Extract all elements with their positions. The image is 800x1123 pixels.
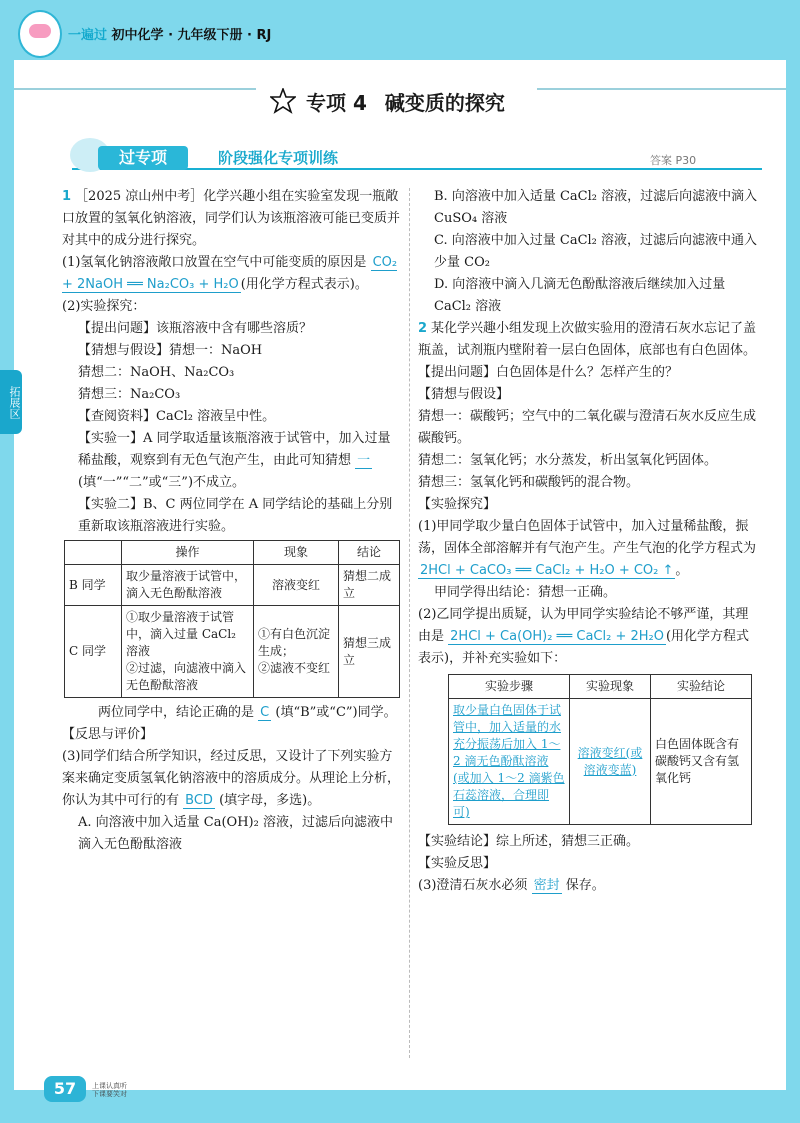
table-header: 实验结论 bbox=[651, 675, 752, 699]
table-cell: 溶液变红(或溶液变蓝) bbox=[570, 699, 651, 825]
q2-part2-tail: (用化学方程式表示)，并补充实验如下： bbox=[418, 629, 750, 666]
q1-guess1: 【猜想与假设】猜想一：NaOH bbox=[78, 343, 263, 358]
q1-option-d: D. 向溶液中滴入几滴无色酚酞溶液后继续加入过量 CaCl₂ 溶液 bbox=[434, 277, 726, 314]
q2-part2-answer: 2HCl + Ca(OH)₂ ══ CaCl₂ + 2H₂O bbox=[450, 629, 664, 644]
q1-table bbox=[64, 540, 400, 698]
mascot-logo-icon bbox=[18, 10, 62, 58]
q2-number: 2 bbox=[418, 321, 428, 336]
table-header: 实验现象 bbox=[570, 675, 651, 699]
q1-exp2: 【实验二】B、C 两位同学在 A 同学结论的基础上分别重新取该瓶溶液进行实验。 bbox=[78, 497, 393, 534]
q2-intro-text: 某化学兴趣小组发现上次做实验用的澄清石灰水忘记了盖瓶盖，试剂瓶内壁附着一层白色固体，底部也有白色固体。 bbox=[418, 321, 757, 358]
q2-explore: 【实验探究】 bbox=[418, 497, 497, 512]
q1-intro-text: ［2025 凉山州中考］化学兴趣小组在实验室发现一瓶敞口放置的氢氧化钠溶液，同学们认为该瓶溶液可能已变质并对其中的成分进行探究。 bbox=[62, 189, 401, 248]
q2-guess3: 猜想三：氢氧化钙和碳酸钙的混合物。 bbox=[418, 475, 640, 490]
q1-part2-head: (2)实验探究： bbox=[62, 299, 146, 314]
q2-table bbox=[448, 674, 752, 825]
q2-part3 bbox=[418, 875, 758, 897]
q1-part3-text: (3)同学们结合所学知识，经过反思，又设计了下列实验方案来确定变质氢氧化钠溶液中的溶质成分。从理论上分析，你认为其中可行的有 bbox=[62, 749, 401, 808]
table-cell: 取少量溶液于试管中，滴入无色酚酞溶液 bbox=[122, 565, 254, 606]
q2-part1-conclusion: 甲同学得出结论：猜想一正确。 bbox=[434, 585, 617, 600]
brand-subject: 初中化学 · 九年级下册 · RJ bbox=[107, 28, 272, 43]
table-cell: C 同学 bbox=[65, 606, 122, 698]
column-divider bbox=[409, 188, 410, 1058]
q1-option-c: C. 向溶液中加入过量 CaCl₂ 溶液，过滤后向滤液中通入少量 CO₂ bbox=[434, 233, 758, 270]
slogan-line: 下课要笑对 bbox=[92, 1090, 127, 1098]
right-column bbox=[418, 186, 758, 897]
section-tag: 过专项 bbox=[98, 146, 188, 170]
star-icon bbox=[270, 88, 296, 114]
q1-correct-text: 两位同学中，结论正确的是 bbox=[98, 705, 255, 720]
side-tab: 拓展区 bbox=[0, 370, 22, 434]
q1-intro bbox=[62, 186, 402, 252]
top-bar bbox=[0, 0, 800, 60]
page-title bbox=[256, 84, 537, 118]
q1-part3-answer: BCD bbox=[185, 793, 213, 808]
table-header: 实验步骤 bbox=[449, 675, 570, 699]
table-cell: 猜想三成立 bbox=[339, 606, 400, 698]
q2-conclusion: 【实验结论】综上所述，猜想三正确。 bbox=[418, 834, 640, 849]
q1-part1-answer: CO₂ + 2NaOH ══ Na₂CO₃ + H₂O bbox=[62, 255, 398, 292]
table-header bbox=[65, 541, 122, 565]
q1-correct bbox=[62, 702, 402, 724]
q1-number: 1 bbox=[62, 189, 72, 204]
q2-ask: 【提出问题】白色固体是什么？怎样产生的？ bbox=[418, 365, 679, 380]
table-cell: ①取少量溶液于试管中，滴入过量 CaCl₂ 溶液 ②过滤，向滤液中滴入无色酚酞溶液 bbox=[122, 606, 254, 698]
q1-part3 bbox=[62, 746, 402, 812]
q2-part2-text: (2)乙同学提出质疑，认为甲同学实验结论不够严谨，其理由是 bbox=[418, 607, 749, 644]
left-column bbox=[62, 186, 402, 856]
q1-correct-tail: (填“B”或“C”)同学。 bbox=[275, 705, 397, 720]
q1-guess3: 猜想三：Na₂CO₃ bbox=[78, 387, 181, 402]
q2-guess-head: 【猜想与假设】 bbox=[418, 387, 510, 402]
title-number: 专项 4 bbox=[306, 90, 367, 115]
table-cell: 取少量白色固体于试管中，加入适量的水充分振荡后加入 1～2 滴无色酚酞溶液(或加入 1～2 滴紫色石蕊溶液，合理即可) bbox=[449, 699, 570, 825]
page-slogan bbox=[92, 1082, 127, 1098]
q1-guess2: 猜想二：NaOH、Na₂CO₃ bbox=[78, 365, 235, 380]
q2-intro bbox=[418, 318, 758, 362]
q1-part1-text: (1)氢氧化钠溶液敞口放置在空气中可能变质的原因是 bbox=[62, 255, 367, 270]
q1-exp1-tail: (填“一”“二”或“三”)不成立。 bbox=[78, 475, 246, 490]
q1-info: 【查阅资料】CaCl₂ 溶液呈中性。 bbox=[78, 409, 276, 424]
q2-part2 bbox=[418, 604, 758, 670]
q1-exp1 bbox=[62, 428, 402, 494]
q1-exp1-text: 【实验一】A 同学取适量该瓶溶液于试管中，加入过量稀盐酸，观察到有无色气泡产生，由此可知猜想 bbox=[78, 431, 391, 468]
page-number: 57 bbox=[44, 1076, 86, 1102]
q1-reflect: 【反思与评价】 bbox=[62, 727, 154, 742]
q2-part3-text: (3)澄清石灰水必须 bbox=[418, 878, 528, 893]
q1-ask: 【提出问题】该瓶溶液中含有哪些溶质？ bbox=[78, 321, 313, 336]
table-cell: ①有白色沉淀生成； ②滤液不变红 bbox=[254, 606, 339, 698]
title-text: 碱变质的探究 bbox=[384, 90, 505, 115]
q1-part1-tail: (用化学方程式表示)。 bbox=[240, 277, 368, 292]
table-cell: 白色固体既含有碳酸钙又含有氢氧化钙 bbox=[651, 699, 752, 825]
q1-part1 bbox=[62, 252, 402, 296]
q2-part3-answer: 密封 bbox=[533, 878, 560, 893]
q2-guess2: 猜想二：氢氧化钙；水分蒸发，析出氢氧化钙固体。 bbox=[418, 453, 718, 468]
table-cell: B 同学 bbox=[65, 565, 122, 606]
q1-option-a: A. 向溶液中加入适量 Ca(OH)₂ 溶液，过滤后向滤液中滴入无色酚酞溶液 bbox=[78, 815, 393, 852]
q2-reflect: 【实验反思】 bbox=[418, 856, 497, 871]
q2-part1: (1)甲同学取少量白色固体于试管中，加入过量稀盐酸，振荡，固体全部溶解并有气泡产生。产生气泡的化学方程式为 2HCl + CaCO₃ ══ CaCl₂ + H₂O + CO₂ ↑ 。 bbox=[418, 519, 757, 578]
table-header-row bbox=[449, 675, 752, 699]
table-header-row bbox=[65, 541, 400, 565]
q1-exp1-answer: 一 bbox=[357, 453, 371, 468]
book-brand bbox=[68, 24, 271, 43]
table-header: 现象 bbox=[254, 541, 339, 565]
q2-part3-tail: 保存。 bbox=[565, 878, 605, 893]
table-row bbox=[449, 699, 752, 825]
brand-name: 一遍过 bbox=[68, 28, 108, 43]
q1-part3-tail: (填字母，多选)。 bbox=[219, 793, 321, 808]
section-subtitle: 阶段强化专项训练 bbox=[218, 149, 339, 167]
q2-part1-text: (1)甲同学取少量白色固体于试管中，加入过量稀盐酸，振荡，固体全部溶解并有气泡产生。产生气泡的化学方程式为 bbox=[418, 519, 757, 556]
answer-reference: 答案 P30 bbox=[650, 154, 697, 167]
q2-part1-answer: 2HCl + CaCO₃ ══ CaCl₂ + H₂O + CO₂ ↑ bbox=[420, 563, 674, 578]
q2-guess1: 猜想一：碳酸钙；空气中的二氧化碳与澄清石灰水反应生成碳酸钙。 bbox=[418, 409, 757, 446]
table-row bbox=[65, 606, 400, 698]
slogan-line: 上课认真听 bbox=[92, 1082, 127, 1090]
q1-option-b: B. 向溶液中加入适量 CaCl₂ 溶液，过滤后向滤液中滴入 CuSO₄ 溶液 bbox=[434, 189, 758, 226]
q1-correct-answer: C bbox=[260, 705, 270, 720]
table-header: 结论 bbox=[339, 541, 400, 565]
table-header: 操作 bbox=[122, 541, 254, 565]
table-cell: 溶液变红 bbox=[254, 565, 339, 606]
table-row bbox=[65, 565, 400, 606]
table-cell: 猜想二成立 bbox=[339, 565, 400, 606]
